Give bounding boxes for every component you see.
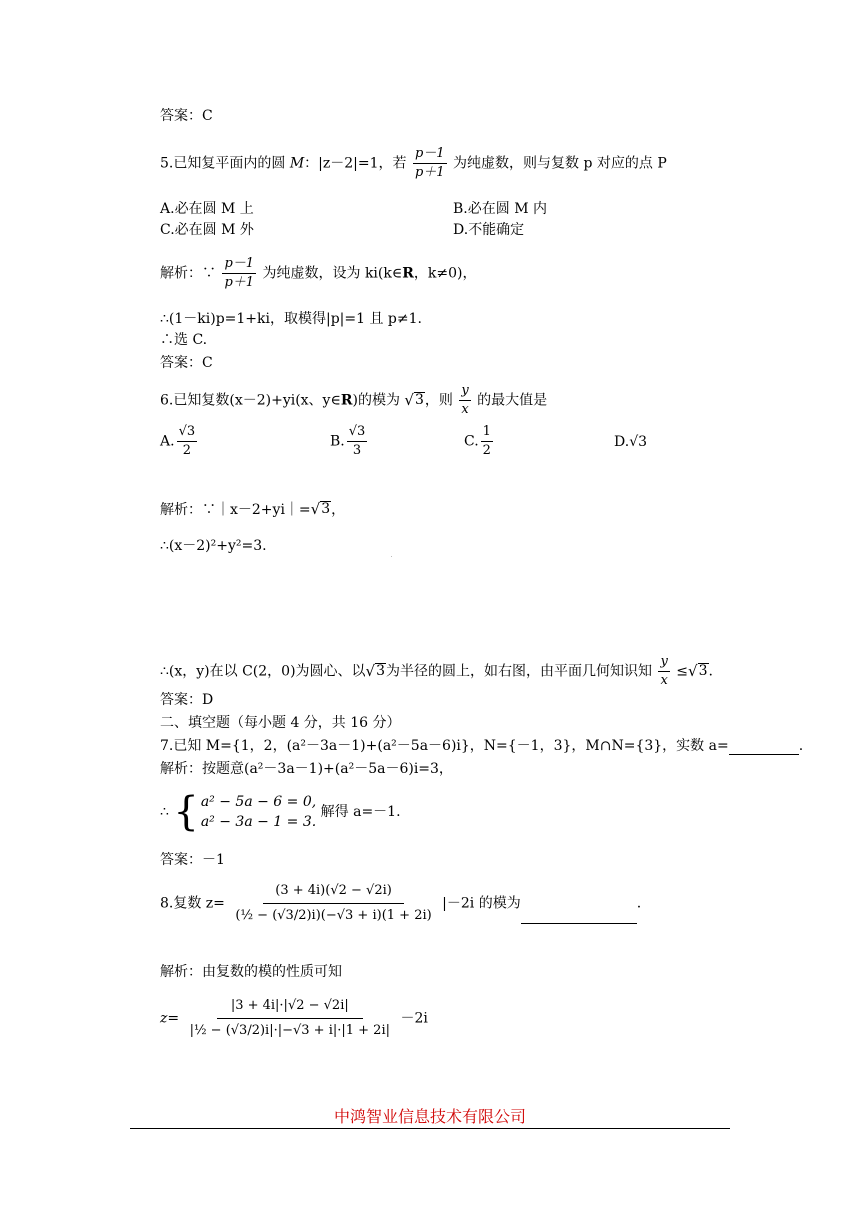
q6-solution-line2: ∴(x－2)²+y²=3. bbox=[160, 538, 267, 554]
fraction: $\frac{y}{x}$ bbox=[461, 383, 469, 417]
q5-option-c: C.必在圆 M 外 bbox=[160, 222, 254, 238]
footer-company: 中鸿智业信息技术有限公司 bbox=[333, 1107, 526, 1126]
section-heading: 二、填空题（每小题 4 分，共 16 分） bbox=[160, 715, 401, 731]
q6-answer: 答案：D bbox=[160, 692, 214, 708]
q7-system: ∴ { a² − 5a − 6 = 0, a² − 3a − 1 = 3. 解得 a=－1. bbox=[160, 789, 401, 835]
q6-option-c: C. $\frac{1}{2}$ bbox=[464, 424, 491, 458]
fraction: $\frac{p-1}{p+1}$ bbox=[224, 256, 255, 290]
sqrt: √ 3 bbox=[404, 390, 424, 409]
fraction: $\frac{p-1}{p+1}$ bbox=[414, 146, 445, 180]
q7-solution: 解析：按题意(a²－3a－1)+(a²－5a－6)i=3， bbox=[160, 761, 453, 777]
q8-solution: 解析：由复数的模的性质可知 bbox=[160, 964, 342, 980]
q8-solution-formula: z= $\frac{|3 + 4i|\cdot|√2 - √2i|}{\text{|½ − (√3/2)i|·|−√3 + i|·|1 + 2i|}}$ －2i bbox=[160, 998, 428, 1038]
q6-solution-line3: ∴(x，y)在以 C(2，0)为圆心、以 √ 3 为半径的圆上，如右图，由平面几何知识知 $\frac{y}{x}$ ≤ √ 3 . bbox=[160, 654, 713, 688]
question-5: 5.已知复平面内的圆 M：|z－2|=1，若 $\frac{p-1}{p+1}$ 为纯虚数，则与复数 p 对应的点 P bbox=[160, 146, 667, 180]
fraction: $\frac{|3 + 4i|\cdot|√2 - √2i|}{\text{|½ − (√3/2)i|·|−√3 + i|·|1 + 2i|}}$ bbox=[189, 998, 390, 1038]
q5-solution: 解析：∵ $\frac{p-1}{p+1}$ 为纯虚数，设为 ki(k∈R，k≠0)， bbox=[160, 256, 477, 290]
q5-solution-line2: ∴(1－ki)p=1+ki，取模得|p|=1 且 p≠1. bbox=[160, 311, 422, 327]
q6-option-b: B. $\frac{√3}{3}$ bbox=[330, 424, 366, 458]
q7-answer: 答案：－1 bbox=[160, 852, 225, 868]
answer-blank bbox=[729, 740, 799, 755]
equation-system: { a² − 5a − 6 = 0, a² − 3a − 1 = 3. bbox=[173, 789, 317, 835]
question-8: 8.复数 z= $\frac{(3 + 4i)(√2 - √2i)}{\text{(½ − (√3/2)i)(−√3 + i)(1 + 2i)}}$ |－2i 的模为 . bbox=[160, 883, 642, 923]
q5-option-d: D.不能确定 bbox=[453, 222, 525, 238]
fraction: $\frac{(3 + 4i)(√2 - √2i)}{\text{(½ − (√3/2)i)(−√3 + i)(1 + 2i)}}$ bbox=[235, 883, 432, 923]
answer-blank bbox=[521, 909, 637, 924]
q5-option-b: B.必在圆 M 内 bbox=[453, 201, 547, 217]
question-6: 6.已知复数(x－2)+yi(x、y∈R)的模为 √ 3 ，则 $\frac{y}{x}$ 的最大值是 bbox=[160, 383, 548, 417]
q6-option-a: A. $\frac{√3}{2}$ bbox=[160, 424, 196, 458]
question-7: 7.已知 M={1，2，(a²－3a－1)+(a²－5a－6)i}，N={－1，3}，M∩N={3}，实数 a= . bbox=[160, 738, 804, 754]
footer-rule bbox=[130, 1128, 730, 1129]
q5-solution-line3: ∴选 C. bbox=[160, 332, 208, 348]
figure-placeholder bbox=[391, 556, 392, 557]
q5-option-a: A.必在圆 M 上 bbox=[160, 201, 254, 217]
q6-option-d: D.√3 bbox=[614, 434, 648, 450]
q5-answer: 答案：C bbox=[160, 355, 213, 371]
q6-solution: 解析：∵｜x－2+yi｜= √ 3 ， bbox=[160, 500, 346, 518]
answer-line: 答案：C bbox=[160, 108, 213, 124]
